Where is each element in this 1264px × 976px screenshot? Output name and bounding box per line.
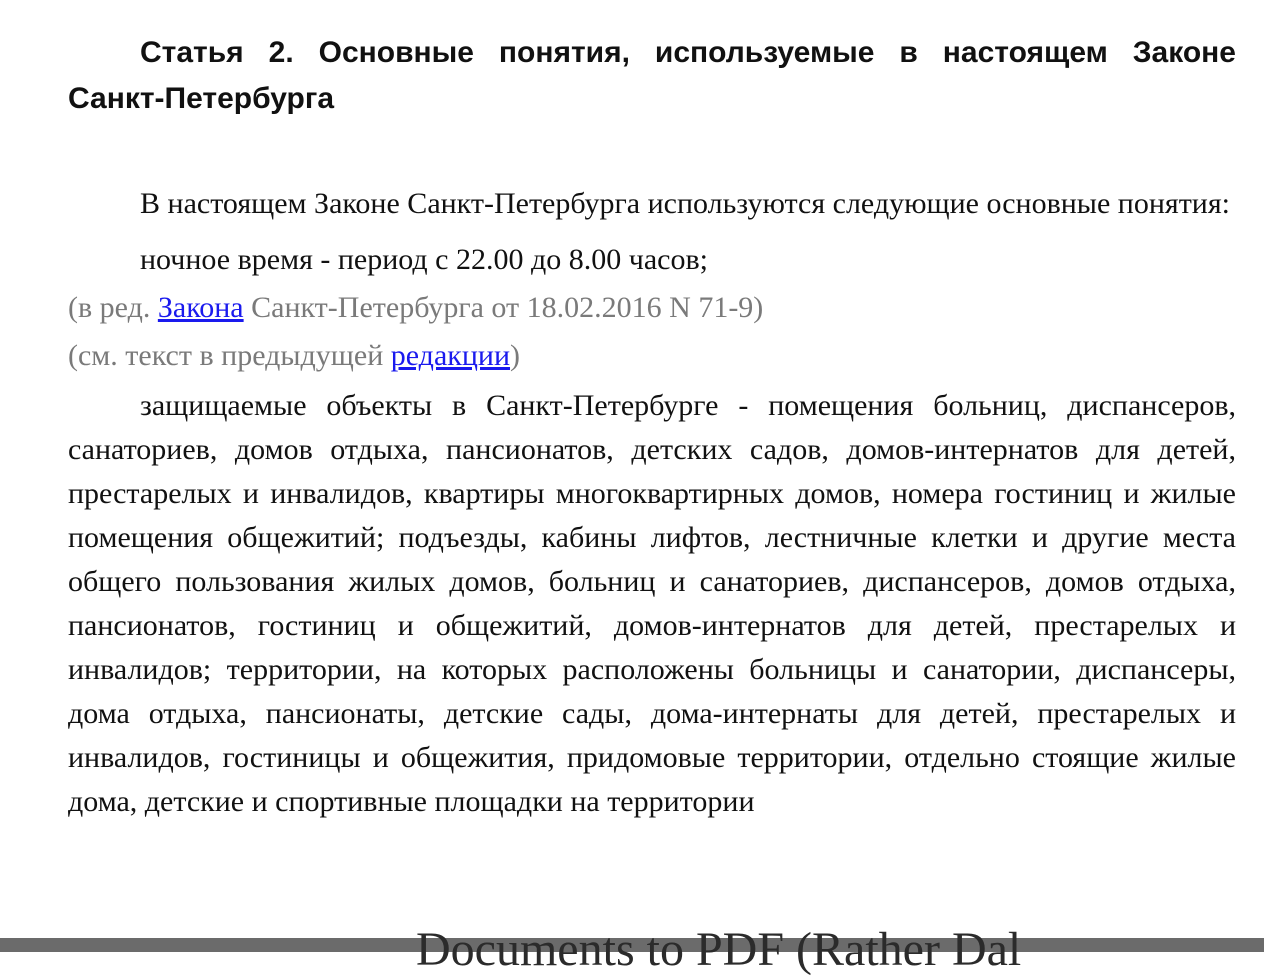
edit-note-prefix: (в ред. <box>68 291 158 324</box>
previous-text-suffix: ) <box>510 339 521 372</box>
protected-objects-definition: защищаемые объекты в Санкт-Петербурге - помещения больниц, диспансеров, санаториев, домов отдыха, пансионатов, детских садов, домов-интернатов для детей, престарелых и инвалидов, квартиры многоквартирных домов, номера гостиниц и жилые помещения общежитий; подъезды, кабины лифтов, лестничные клетки и другие места общего пользования жилых домов, больниц и санаториев, диспансеров, домов отдыха, пансионатов, гостиниц и общежитий, домов-интернатов для детей, престарелых и инвалидов; территории, на которых расположены больницы и санатории, диспансеры, дома отдыха, пансионаты, детские сады, дома-интернаты для детей, престарелых и инвалидов, гостиницы и общежития, придомовые территории, отдельно стоящие жилые дома, детские и спортивные площадки на территории <box>68 389 1236 818</box>
intro-paragraph: В настоящем Законе Санкт-Петербурга используются следующие основные понятия: <box>140 187 1230 220</box>
bottom-bar-text: Documents to PDF (Rather Dal <box>416 923 1022 976</box>
previous-text-note <box>68 334 1236 378</box>
law-link[interactable]: Закона <box>157 291 244 324</box>
previous-edition-link[interactable]: редакции <box>390 339 511 372</box>
edit-note <box>68 286 1236 330</box>
article-title: Статья 2. Основные понятия, используемые в настоящем Законе Санкт-Петербурга <box>68 36 1236 115</box>
previous-text-prefix: (см. текст в предыдущей <box>68 339 391 372</box>
night-time-definition: ночное время - период с 22.00 до 8.00 часов; <box>140 243 708 276</box>
bottom-overlay-bar <box>0 923 1264 976</box>
document-content <box>68 30 1236 824</box>
edit-note-suffix: Санкт-Петербурга от 18.02.2016 N 71-9) <box>243 291 764 324</box>
